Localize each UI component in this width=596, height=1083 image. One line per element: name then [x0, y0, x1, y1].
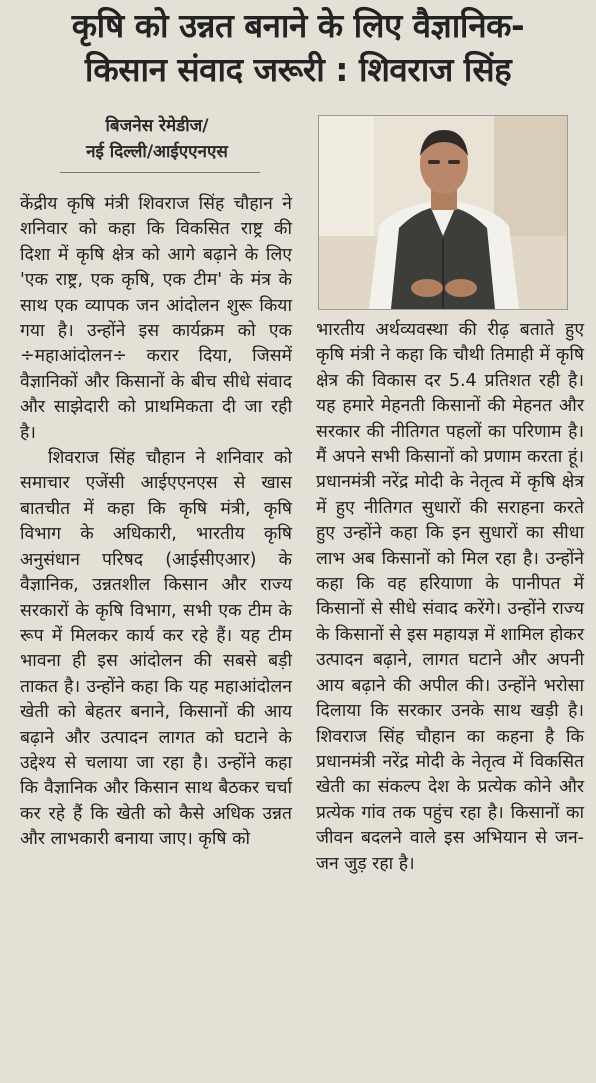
- byline-location: नई दिल्ली/आईएएनएस: [86, 142, 228, 162]
- article-paragraph: भारतीय अर्थव्यवस्था की रीढ़ बताते हुए कृषि मंत्री ने कहा कि चौथी तिमाही में कृषि क्षेत्र की विकास दर 5.4 प्रतिशत रही है। यह हमारे मेहनती किसानों की मेहनत और सरकार की नीतिगत पहलों का परिणाम है। मैं अपने सभी किसानों को प्रणाम करता हूं। प्रधानमंत्री नरेंद्र मोदी के नेतृत्व में कृषि क्षेत्र में हुए नीतिगत सुधारों की सराहना करते हुए उन्होंने कहा कि इन सुधारों का सीधा लाभ अब किसानों को मिल रहा है। उन्होंने कहा कि वह हरियाणा के पानीपत में किसानों से सीधे संवाद करेंगे। उन्होंने राज्य के किसानों से इस महायज्ञ में शामिल होकर उत्पादन बढ़ाने, लागत घटाने और अपनी आय बढ़ाने की अपील की। उन्होंने भरोसा दिलाया कि सरकार उनके साथ खड़ी है। शिवराज सिंह चौहान का कहना है कि प्रधानमंत्री नरेंद्र मोदी के नेतृत्व में विकसित खेती का संकल्प देश के प्रत्येक कोने और प्रत्येक गांव तक पहुंच रहा है। किसानों का जीवन बदलने वाले इस अभियान से जन-जन जुड़ रहा है।: [316, 320, 584, 874]
- headline-line-1: कृषि को उन्नत बनाने के लिए वैज्ञानिक-: [71, 6, 525, 45]
- headline: [10, 0, 586, 92]
- article-paragraph: केंद्रीय कृषि मंत्री शिवराज सिंह चौहान ने शनिवार को कहा कि विकसित राष्ट्र की दिशा में कृषि क्षेत्र को आगे बढ़ाने के लिए 'एक राष्ट्र, एक कृषि, एक टीम' के मंत्र के साथ एक व्यापक जन आंदोलन शुरू किया गया है। उन्होंने इस कार्यक्रम को एक ÷महाआंदोलन÷ करार दिया, जिसमें वैज्ञानिकों और किसानों के बीच सीधे संवाद और साझेदारी को प्राथमिकता दी जा रही है।: [20, 194, 292, 443]
- byline-divider: [60, 172, 260, 173]
- politician-portrait-icon: [318, 115, 568, 310]
- byline: [22, 113, 292, 165]
- byline-agency: बिजनेस रेमेडीज/: [105, 116, 209, 136]
- article-column-right: [316, 318, 584, 877]
- article-column-left: [20, 192, 292, 853]
- article-paragraph: शिवराज सिंह चौहान ने शनिवार को समाचार एजेंसी आईएएनएस से खास बातचीत में कहा कि कृषि मंत्री, कृषि विभाग के अधिकारी, भारतीय कृषि अनुसंधान परिषद (आईसीएआर) के वैज्ञानिक, उन्नतशील किसान और राज्य सरकारों के कृषि विभाग, सभी एक टीम के रूप में मिलकर कार्य कर रहे हैं। यह टीम भावना ही इस आंदोलन की सबसे बड़ी ताकत है। उन्होंने कहा कि यह महाआंदोलन खेती को बेहतर बनाने, किसानों की आय बढ़ाने और उत्पादन लागत को घटाने के उद्देश्य से चलाया जा रहा है। उन्होंने कहा कि वैज्ञानिक और किसान साथ बैठकर चर्चा कर रहे हैं कि खेती को कैसे अधिक उन्नत और लाभकारी बनाया जाए। कृषि को: [20, 448, 292, 850]
- headline-line-2: किसान संवाद जरूरी : शिवराज सिंह: [84, 50, 512, 89]
